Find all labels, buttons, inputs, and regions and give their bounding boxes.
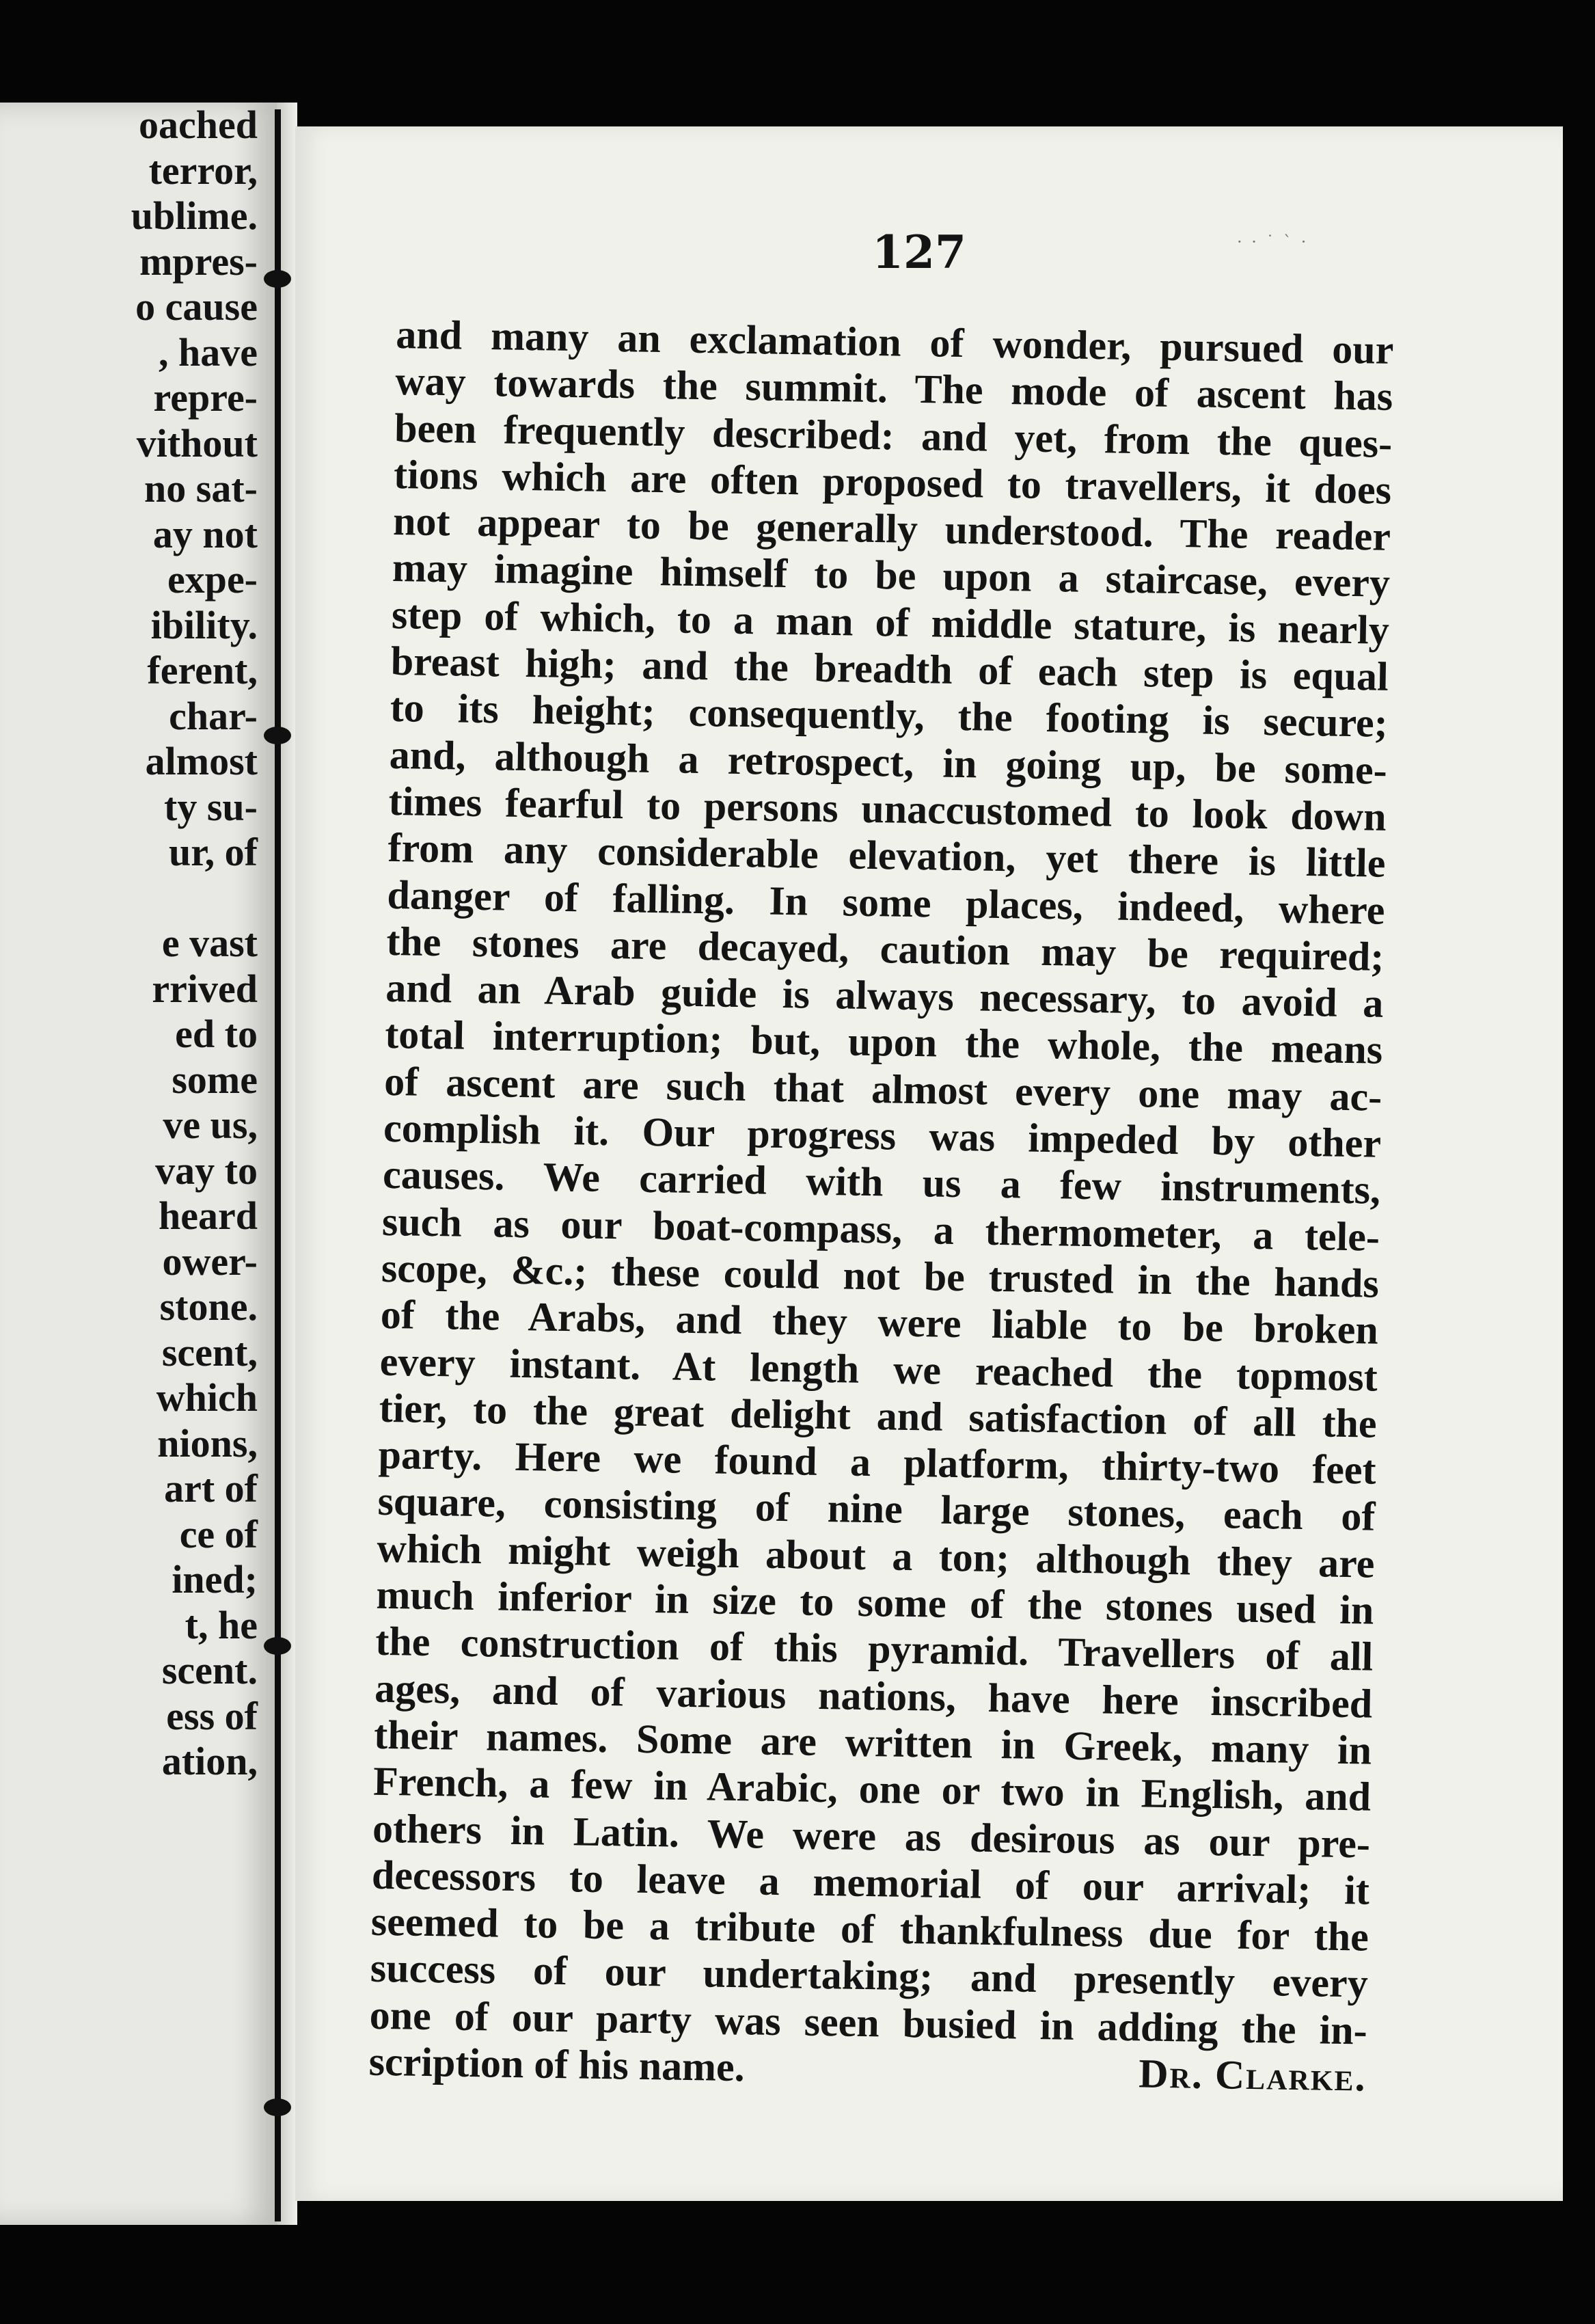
author-signature: Dr. Clarke. bbox=[1138, 2051, 1367, 2100]
left-page-line: o cause bbox=[135, 284, 258, 329]
binding-stitch bbox=[264, 270, 291, 288]
body-line: to its height; consequently, the footing is secure; bbox=[390, 685, 1389, 746]
left-page-line: scent. bbox=[161, 1648, 258, 1692]
body-line: not appear to be generally understood. The reader bbox=[392, 498, 1391, 560]
body-line: danger of falling. In some places, indeed, where bbox=[387, 871, 1385, 933]
body-line: one of our party was seen busied in adding the in- bbox=[369, 1992, 1368, 2053]
left-page-line: ess of bbox=[166, 1693, 258, 1738]
body-line: others in Latin. We were as desirous as our pre- bbox=[372, 1805, 1371, 1867]
body-line: breast high; and the breadth of each step is equal bbox=[390, 638, 1389, 699]
left-page-line: mpres- bbox=[139, 239, 258, 284]
body-line: step of which, to a man of middle stature, is nearly bbox=[391, 591, 1390, 653]
left-page-line: stone. bbox=[159, 1284, 258, 1329]
page-number: 127 bbox=[872, 226, 966, 279]
left-page-line: ibility. bbox=[150, 602, 258, 647]
binding-stitch bbox=[264, 2098, 291, 2116]
body-lines bbox=[369, 311, 1394, 2054]
body-line: tier, to the great delight and satisfaction of all the bbox=[379, 1385, 1378, 1446]
body-line: which might weigh about a ton; although they are bbox=[377, 1525, 1375, 1586]
binding-thread bbox=[275, 109, 281, 2221]
left-page-line: heard bbox=[159, 1193, 258, 1238]
body-line: been frequently described: and yet, from the ques- bbox=[394, 405, 1393, 466]
body-line: every instant. At length we reached the topmost bbox=[379, 1338, 1378, 1400]
left-page-line: expe- bbox=[167, 557, 258, 602]
body-line: decessors to leave a memorial of our arrival; it bbox=[371, 1852, 1370, 1913]
body-line: and, although a retrospect, in going up, be some- bbox=[389, 731, 1388, 793]
body-line: tions which are often proposed to travellers, it does bbox=[393, 451, 1392, 513]
left-page-text bbox=[0, 103, 258, 1785]
body-line: such as our boat-compass, a thermometer, a tele- bbox=[381, 1198, 1380, 1260]
left-page-line: ce of bbox=[179, 1511, 258, 1556]
left-page-line: scent, bbox=[161, 1329, 258, 1375]
body-line: square, consisting of nine large stones, each of bbox=[377, 1478, 1376, 1540]
left-page-line: ve us, bbox=[163, 1103, 258, 1147]
left-page-line: t, he bbox=[185, 1602, 258, 1647]
left-page-line: vay to bbox=[155, 1148, 258, 1193]
body-line: much inferior in size to some of the stones used in bbox=[375, 1571, 1374, 1633]
left-page-line: which bbox=[156, 1375, 258, 1420]
left-page-line: no sat- bbox=[144, 466, 258, 511]
left-page-line: nions, bbox=[157, 1420, 258, 1465]
left-page-line: some bbox=[172, 1057, 258, 1102]
left-page bbox=[0, 103, 277, 2225]
left-page-line: ty su- bbox=[164, 784, 258, 829]
left-page-line: terror, bbox=[148, 148, 258, 193]
left-page-line: ublime. bbox=[131, 193, 258, 238]
left-page-line: ur, of bbox=[169, 830, 258, 874]
last-line-text: scription of his name. bbox=[368, 2038, 746, 2090]
left-page-line: almost bbox=[145, 739, 258, 783]
body-line: complish it. Our progress was impeded by other bbox=[383, 1105, 1382, 1166]
body-line: times fearful to persons unaccustomed to look down bbox=[388, 778, 1387, 839]
left-page-line: art of bbox=[164, 1466, 258, 1511]
page-edge-speckle: · · ˙ ` · bbox=[1237, 232, 1309, 252]
body-line: and an Arab guide is always necessary, to avoid a bbox=[385, 965, 1384, 1026]
body-line: and many an exclamation of wonder, pursued our bbox=[395, 311, 1394, 373]
page-body-text bbox=[368, 311, 1394, 2100]
binding-stitch bbox=[264, 727, 291, 744]
body-line: the stones are decayed, caution may be required; bbox=[386, 918, 1385, 979]
body-line: success of our undertaking; and presently every bbox=[370, 1945, 1369, 2007]
body-line: French, a few in Arabic, one or two in English, and bbox=[372, 1758, 1372, 1820]
body-line: way towards the summit. The mode of ascent has bbox=[394, 358, 1393, 420]
body-line: ages, and of various nations, have here inscribed bbox=[374, 1665, 1373, 1727]
left-page-line: vithout bbox=[136, 420, 258, 465]
body-line: seemed to be a tribute of thankfulness due for the bbox=[370, 1898, 1369, 1960]
left-page-line: oached bbox=[139, 103, 258, 147]
body-line: scope, &c.; these could not be trusted in the hands bbox=[381, 1245, 1380, 1306]
left-page-line: ferent, bbox=[147, 648, 258, 692]
left-page-line: ay not bbox=[152, 511, 258, 556]
left-page-line: char- bbox=[169, 693, 258, 738]
body-line: may imagine himself to be upon a staircase, every bbox=[392, 545, 1391, 606]
body-line: of ascent are such that almost every one may ac- bbox=[383, 1058, 1382, 1120]
left-page-line: , have bbox=[159, 329, 258, 375]
left-page-line bbox=[0, 876, 258, 921]
left-page-line: e vast bbox=[161, 921, 258, 965]
left-page-line: ower- bbox=[162, 1239, 258, 1284]
left-page-line: repre- bbox=[153, 375, 258, 420]
body-line: total interruption; but, upon the whole, the means bbox=[384, 1012, 1383, 1073]
binding-stitch bbox=[264, 1637, 291, 1655]
body-line: of the Arabs, and they were liable to be broken bbox=[380, 1292, 1379, 1353]
body-line: party. Here we found a platform, thirty-two feet bbox=[378, 1431, 1377, 1493]
body-line: from any considerable elevation, yet there is little bbox=[387, 825, 1387, 887]
left-page-line: ed to bbox=[175, 1012, 258, 1056]
body-line: their names. Some are written in Greek, many in bbox=[373, 1712, 1372, 1773]
left-page-line: ined; bbox=[172, 1557, 258, 1602]
left-page-line: rrived bbox=[152, 966, 258, 1011]
body-line: the construction of this pyramid. Travellers of all bbox=[374, 1619, 1374, 1680]
body-line: causes. We carried with us a few instruments, bbox=[382, 1152, 1381, 1213]
left-page-line: ation, bbox=[161, 1739, 258, 1783]
